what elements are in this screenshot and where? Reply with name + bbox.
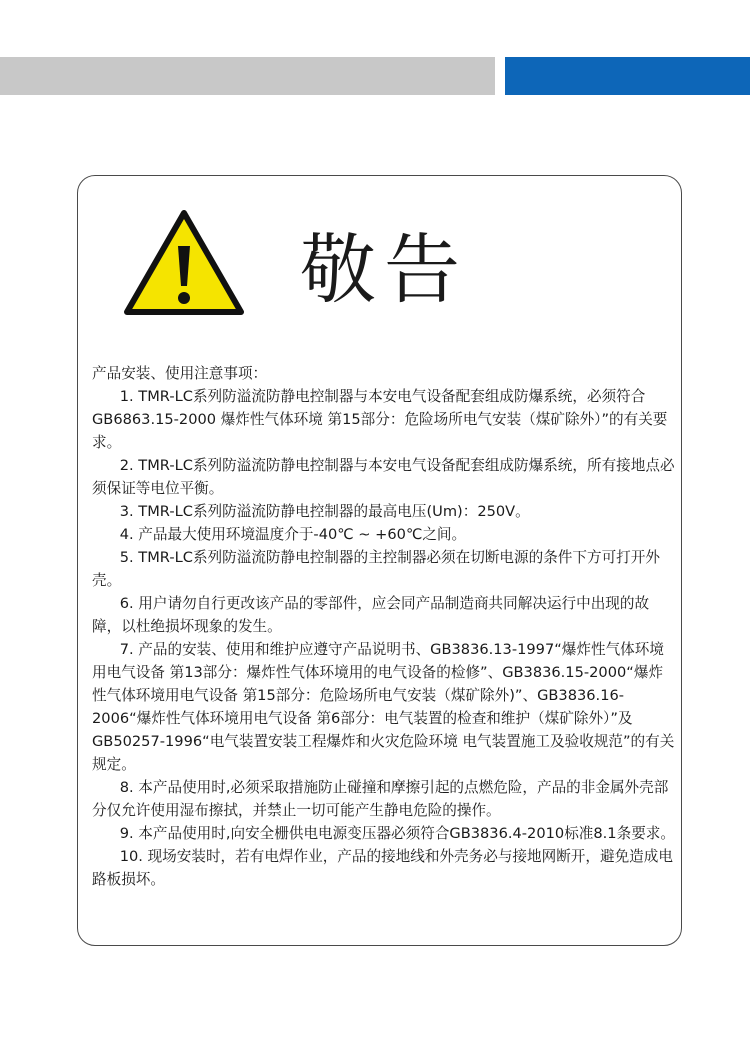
notice-item-2: 2. TMR-LC系列防溢流防静电控制器与本安电气设备配套组成防爆系统，所有接地点必须保证等电位平衡。 bbox=[92, 457, 675, 497]
notice-item-3: 3. TMR-LC系列防溢流防静电控制器的最高电压(Um)：250V。 bbox=[119, 503, 530, 520]
notice-item-6: 6. 用户请勿自行更改该产品的零部件，应会同产品制造商共同解决运行中出现的故障，以杜绝损坏现象的发生。 bbox=[92, 595, 650, 635]
notice-item-4: 4. 产品最大使用环境温度介于-40℃ ~ +60℃之间。 bbox=[119, 526, 467, 543]
notice-intro: 产品安装、使用注意事项： bbox=[92, 365, 268, 382]
notice-item-5: 5. TMR-LC系列防溢流防静电控制器的主控制器必须在切断电源的条件下方可打开外壳。 bbox=[92, 549, 660, 589]
notice-item-8: 8. 本产品使用时,必须采取措施防止碰撞和摩擦引起的点燃危险，产品的非金属外壳部分仅允许使用湿布擦拭，并禁止一切可能产生静电危险的操作。 bbox=[92, 779, 669, 819]
header-bar-blue bbox=[505, 57, 750, 95]
header-bar-grey bbox=[0, 57, 495, 95]
notice-item-9: 9. 本产品使用时,向安全栅供电电源变压器必须符合GB3836.4-2010标准8.1条要求。 bbox=[119, 825, 675, 842]
notice-title: 敬告 bbox=[300, 225, 468, 314]
warning-triangle-icon bbox=[124, 210, 244, 316]
notice-item-10: 10. 现场安装时，若有电焊作业，产品的接地线和外壳务必与接地网断开，避免造成电路板损坏。 bbox=[92, 848, 673, 888]
notice-content bbox=[92, 362, 676, 891]
notice-item-1: 1. TMR-LC系列防溢流防静电控制器与本安电气设备配套组成防爆系统，必须符合GB6863.15-2000 爆炸性气体环境 第15部分：危险场所电气安装（煤矿除外）”的有关要求。 bbox=[92, 388, 668, 451]
notice-item-7: 7. 产品的安装、使用和维护应遵守产品说明书、GB3836.13-1997“爆炸性气体环境用电气设备 第13部分：爆炸性气体环境用的电气设备的检修”、GB3836.15-2000“爆炸性气体环境用电气设备 第15部分：危险场所电气安装（煤矿除外)”、GB3836.16-2006“爆炸性气体环境用电气设备 第6部分：电气装置的检查和维护（煤矿除外）”及GB50257-1996“电气装置安装工程爆炸和火灾危险环境 电气装置施工及验收规范”的有关规定。 bbox=[92, 641, 675, 773]
